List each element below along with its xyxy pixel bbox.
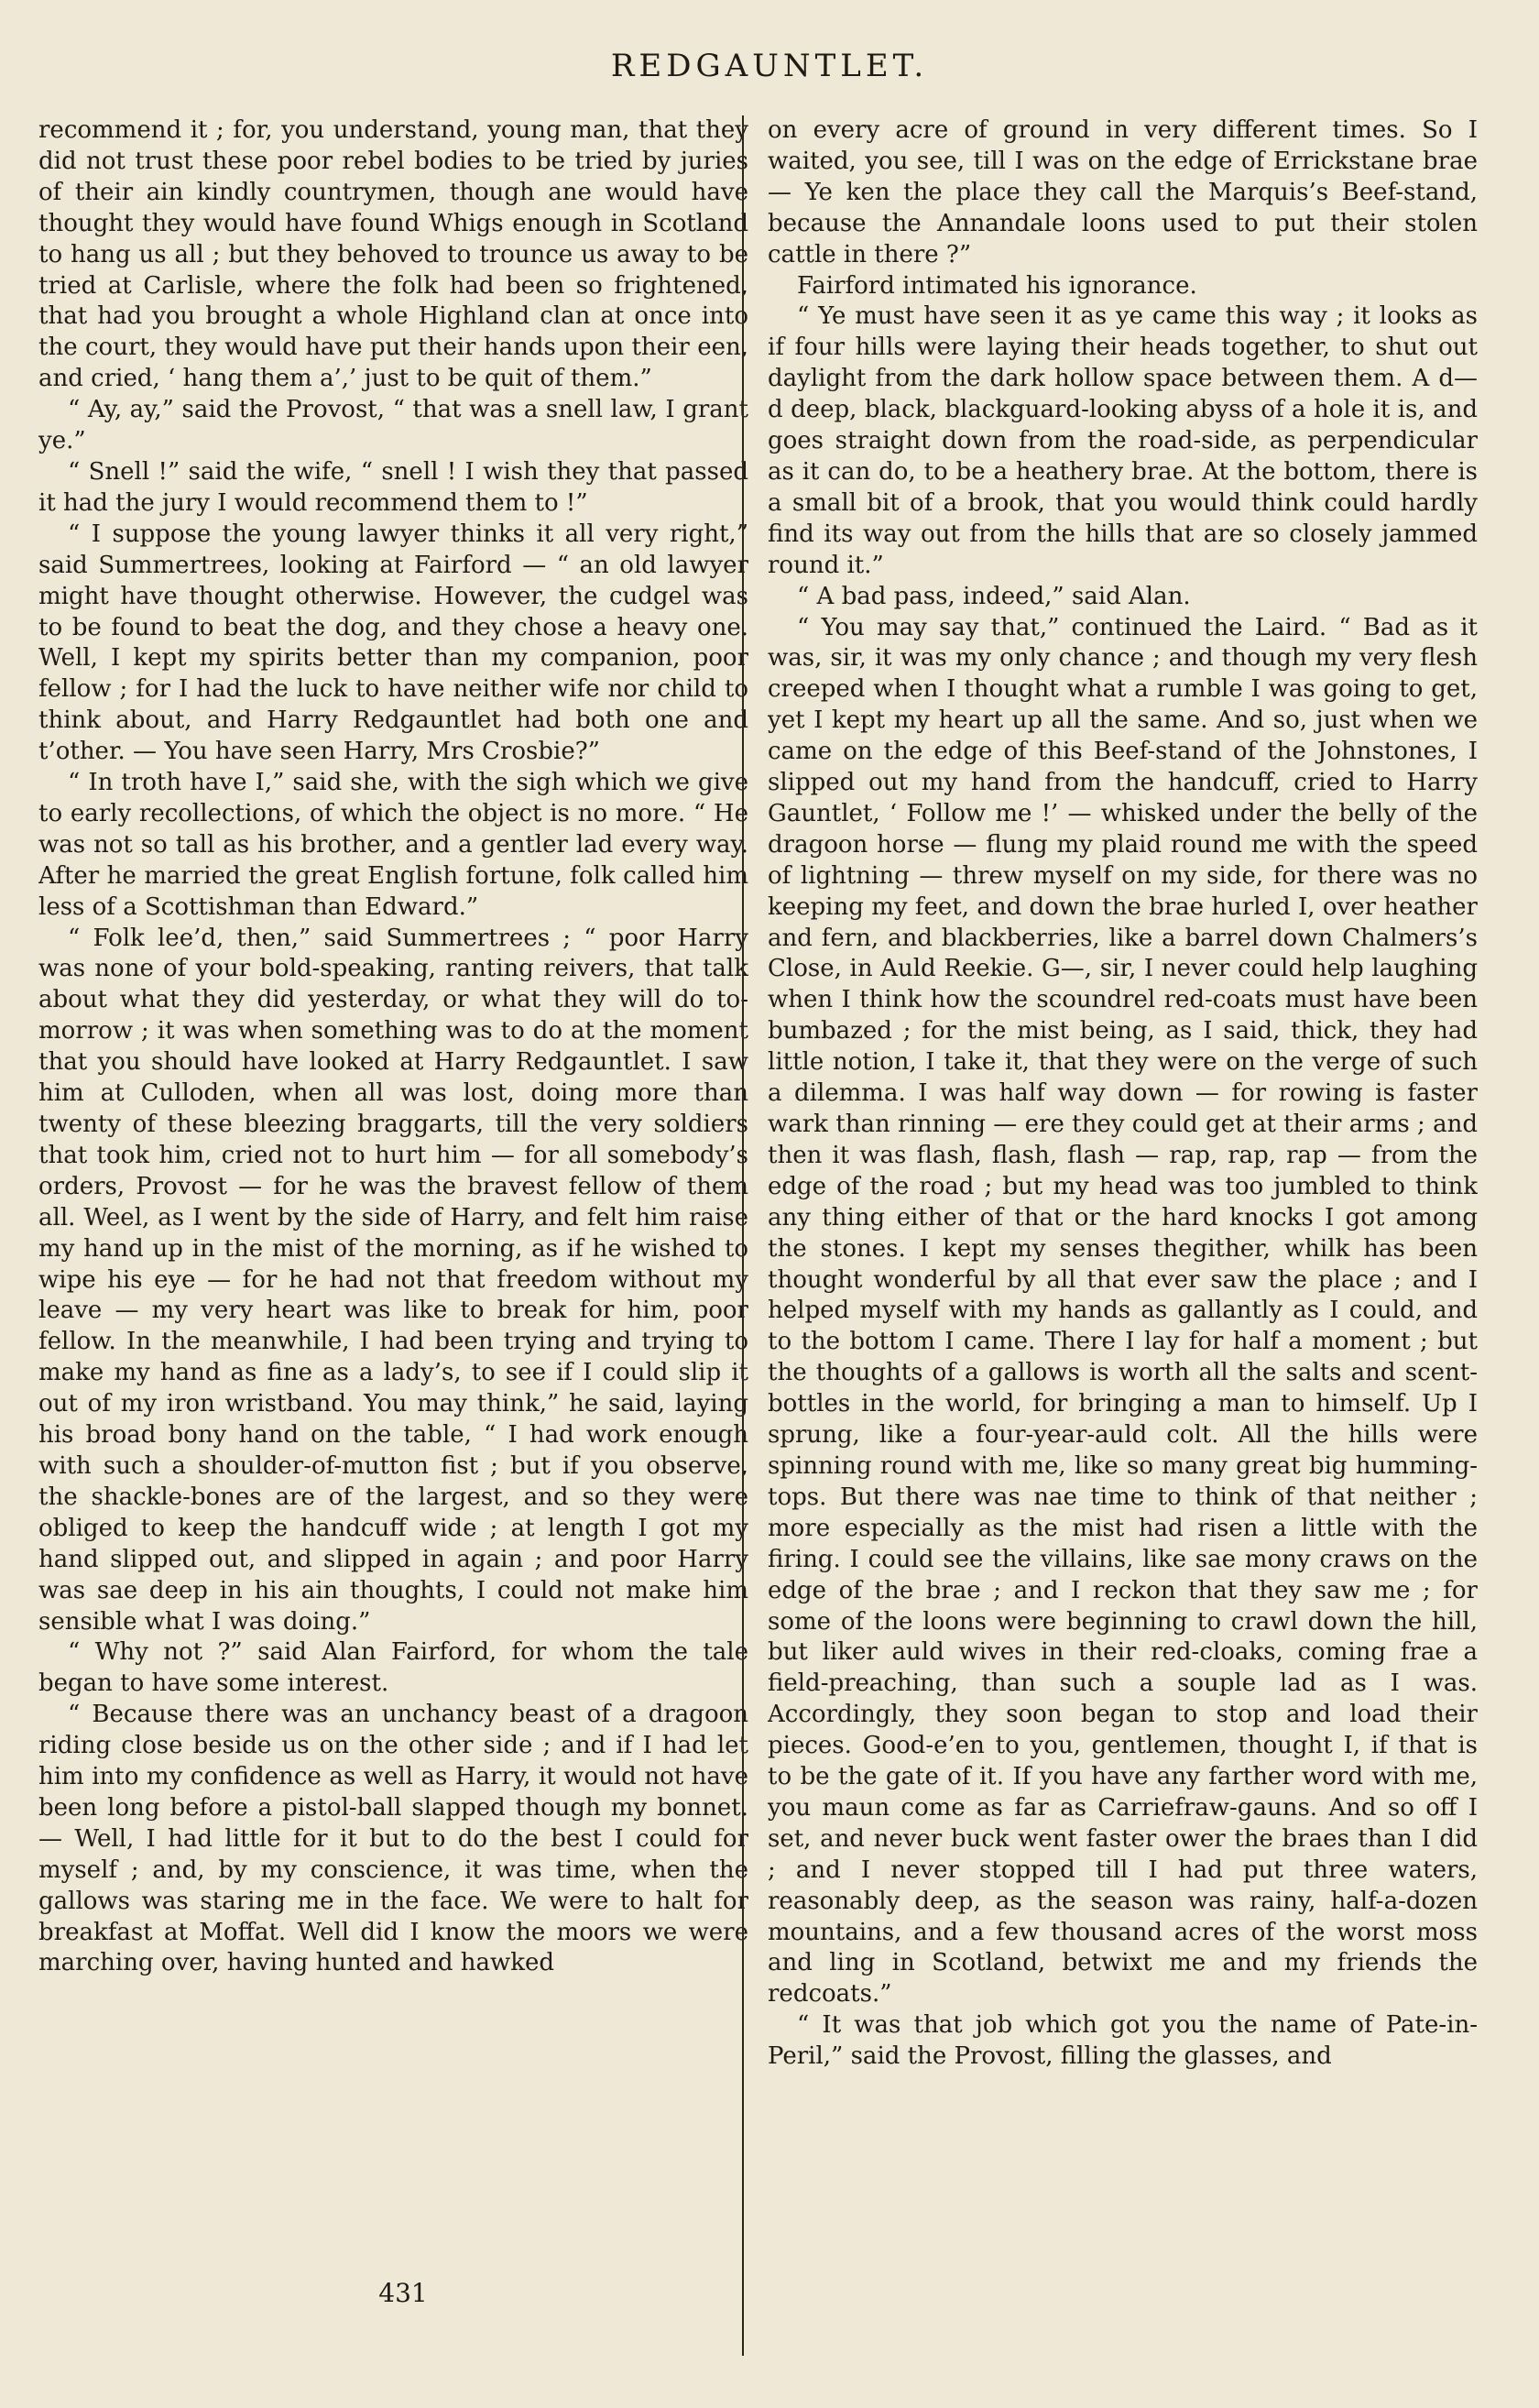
paragraph: “ Why not ?” said Alan Fairford, for whom the tale began to have some interest. [38, 1638, 748, 1698]
paragraph: Fairford intimated his ignorance. [797, 271, 1197, 300]
column-divider [742, 115, 744, 2356]
paragraph: “ You may say that,” continued the Laird. “ Bad as it was, sir, it was my only chance ; and though my very flesh creeped when I thought what a rumble I was going to get, yet I kept my heart up all the same. And so, just when we came on the edge of this Beef-stand of the Johnstones, I slipped out my hand from the handcuff, cried to Harry Gauntlet, ‘ Follow me !’ — whisked under the belly of the dragoon horse — flung my plaid round me with the speed of lightning — threw myself on my side, for there was no keeping my feet, and down the brae hurled I, over heather and fern, and blackberries, like a barrel down Chalmers’s Close, in Auld Reekie. G—, sir, I never could help laughing when I think how the scoundrel red-coats must have been bumbazed ; for the mist being, as I said, thick, they had little notion, I take it, that they were on the verge of such a dilemma. I was half way down — for rowing is faster wark than rinning — ere they could get at their arms ; and then it was flash, flash, flash — rap, rap, rap — from the edge of the road ; but my head was too jumbled to think any thing either of that or the hard knocks I got among the stones. I kept my senses thegither, whilk has been thought wonderful by all that ever saw the place ; and I helped myself with my hands as gallantly as I could, and to the bottom I came. There I lay for half a moment ; but the thoughts of a gallows is worth all the salts and scent-bottles in the world, for bringing a man to himself. Up I sprung, like a four-year-auld colt. All the hills were spinning round with me, like so many great big humming-tops. But there was nae time to think of that neither ; more especially as the mist had risen a little with the firing. I could see the villains, like sae mony craws on the edge of the brae ; and I reckon that they saw me ; for some of the loons were beginning to crawl down the hill, but liker auld wives in their red-cloaks, coming frae a field-preaching, than such a souple lad as I was. Accordingly, they soon began to stop and load their pieces. Good-e’en to you, gentlemen, thought I, if that is to be the gate of it. If you have any farther word with me, you maun come as far as Carriefraw-gauns. And so off I set, and never buck went faster ower the braes than I did ; and I never stopped till I had put three waters, reasonably deep, as the season was rainy, half-a-dozen mountains, and a few thousand acres of the worst moss and ling in Scotland, betwixt me and my friends the redcoats.” [768, 613, 1478, 2008]
paragraph: “ Folk lee’d, then,” said Summertrees ; “ poor Harry was none of your bold-speaking, ranting reivers, that talk about what they did yesterday, or what they will do to-morrow ; it was when something was to do at the moment that you should have looked at Harry Redgauntlet. I saw him at Culloden, when all was lost, doing more than twenty of these bleezing braggarts, till the very soldiers that took him, cried not to hurt him — for all somebody’s orders, Provost — for he was the bravest fellow of them all. Weel, as I went by the side of Harry, and felt him raise my hand up in the mist of the morning, as if he wished to wipe his eye — for he had not that freedom without my leave — my very heart was like to break for him, poor fellow. In the meanwhile, I had been trying and trying to make my hand as fine as a lady’s, to see if I could slip it out of my iron wristband. You may think,” he said, laying his broad bony hand on the table, “ I had work enough with such a shoulder-of-mutton fist ; but if you observe, the shackle-bones are of the largest, and so they were obliged to keep the handcuff wide ; at length I got my hand slipped out, and slipped in again ; and poor Harry was sae deep in his ain thoughts, I could not make him sensible what I was doing.” [38, 924, 748, 1636]
running-title: REDGAUNTLET. [610, 48, 929, 84]
right-column [768, 115, 1478, 2250]
paragraph: “ I suppose the young lawyer thinks it all very right,” said Summertrees, looking at Fairford — “ an old lawyer might have thought otherwise. However, the cudgel was to be found to beat the dog, and they chose a heavy one. Well, I kept my spirits better than my companion, poor fellow ; for I had the luck to have neither wife nor child to think about, and Harry Redgauntlet had both one and t’other. — You have seen Harry, Mrs Crosbie?” [38, 520, 748, 766]
paragraph: “ Ye must have seen it as ye came this way ; it looks as if four hills were laying their heads together, to shut out daylight from the dark hollow space between them. A d—d deep, black, blackguard-looking abyss of a hole it is, and goes straight down from the road-side, as perpendicular as it can do, to be a heathery brae. At the bottom, there is a small bit of a brook, that you would think could hardly find its way out from the hills that are so closely jammed round it.” [768, 302, 1478, 579]
paragraph: “ In troth have I,” said she, with the sigh which we give to early recollections, of which the object is no more. “ He was not so tall as his brother, and a gentler lad every way. After he married the great English fortune, folk called him less of a Scottishman than Edward.” [38, 769, 748, 921]
paragraph: “ Ay, ay,” said the Provost, “ that was a snell law, I grant ye.” [38, 396, 748, 455]
paragraph: “ It was that job which got you the name of Pate-in-Peril,” said the Provost, filling the glasses, and [768, 2011, 1478, 2071]
left-column [38, 115, 748, 2250]
paragraph: “ Snell !” said the wife, “ snell ! I wish they that passed it had the jury I would recommend them to !” [38, 457, 748, 517]
paragraph: recommend it ; for, you understand, young man, that they did not trust these poor rebel bodies to be tried by juries of their ain kindly countrymen, though ane would have thought they would have found Whigs enough in Scotland to hang us all ; but they behoved to trounce us away to be tried at Carlisle, where the folk had been so frightened, that had you brought a whole Highland clan at once into the court, they would have put their hands upon their een, and cried, ‘ hang them a’,’ just to be quit of them.” [38, 116, 748, 393]
page-number: 431 [378, 2278, 428, 2308]
paragraph: “ Because there was an unchancy beast of a dragoon riding close beside us on the other side ; and if I had let him into my confidence as well as Harry, it would not have been long before a pistol-ball slapped though my bonnet. — Well, I had little for it but to do the best I could for myself ; and, by my conscience, it was time, when the gallows was staring me in the face. We were to halt for breakfast at Moffat. Well did I know the moors we were marching over, having hunted and hawked [38, 1701, 748, 1977]
paragraph: on every acre of ground in very different times. So I waited, you see, till I was on the edge of Errickstane brae — Ye ken the place they call the Marquis’s Beef-stand, because the Annandale loons used to put their stolen cattle in there ?” [768, 116, 1478, 268]
paragraph: “ A bad pass, indeed,” said Alan. [797, 582, 1191, 610]
